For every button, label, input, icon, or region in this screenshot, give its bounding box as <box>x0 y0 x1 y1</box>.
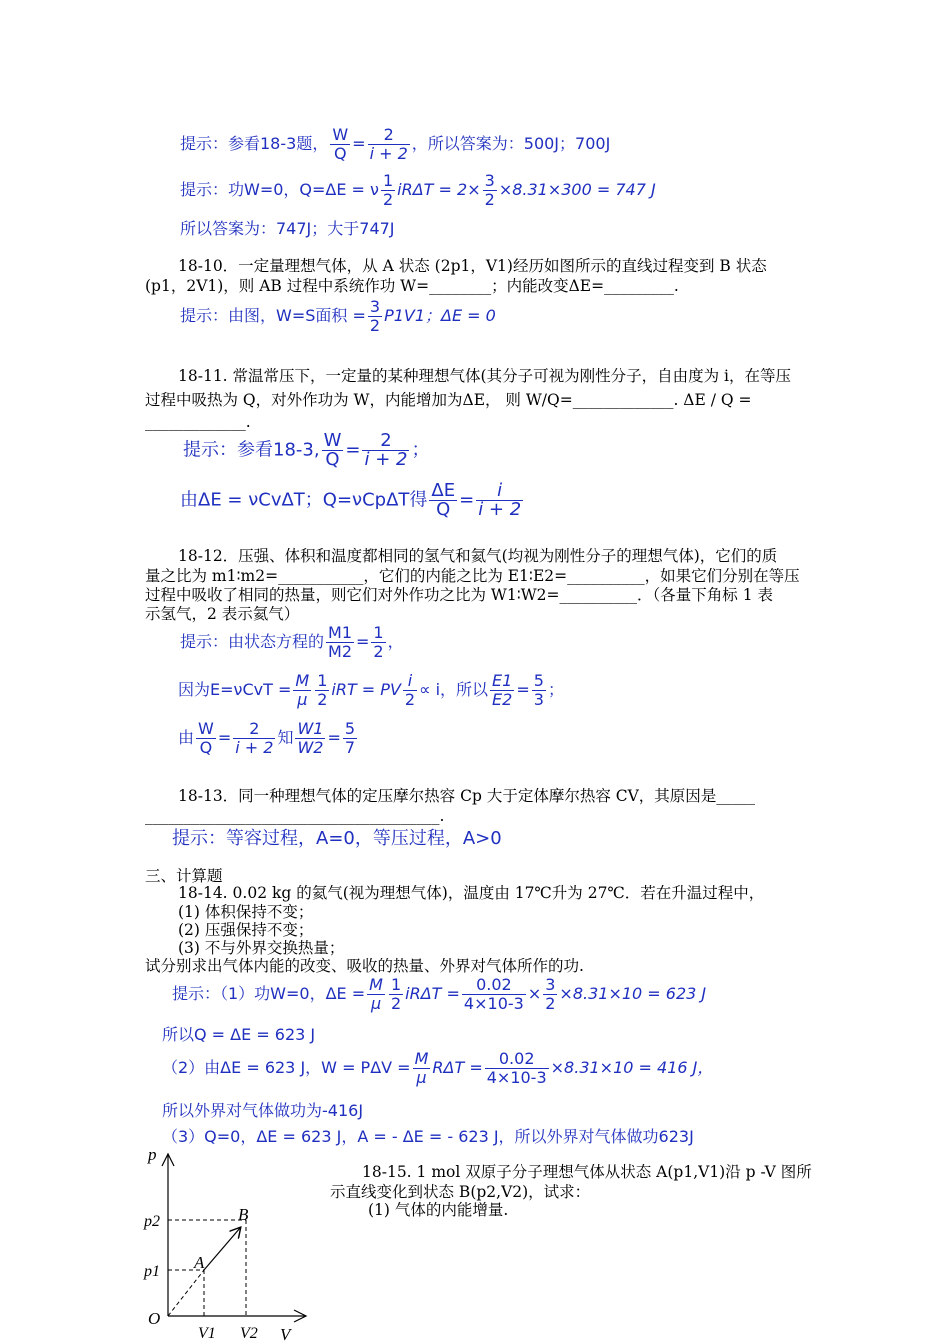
point-a-label: A <box>194 1253 205 1272</box>
hint-18-14-a <box>172 976 706 1013</box>
extension-line <box>168 1270 204 1316</box>
fraction <box>315 672 329 709</box>
problem-18-11-line1: 18-11. 常温常压下，一定量的某种理想气体(其分子可视为刚性分子，自由度为 i，在等压 <box>178 367 791 385</box>
equals: = <box>345 439 361 461</box>
problem-18-11-line2: 过程中吸热为 Q，对外作功为 W，内能增加为ΔE， 则 W/Q=_____________. ΔE / Q = <box>145 391 752 409</box>
pv-diagram <box>130 1140 330 1344</box>
hint-18-14-b: 所以Q = ΔE = 623 J <box>162 1025 316 1044</box>
fraction <box>196 720 216 757</box>
numerator: 0.02 <box>485 1050 549 1069</box>
equals: = <box>356 632 370 651</box>
hint-text: 提示：参看18-3, <box>183 439 320 461</box>
hint-18-9-b <box>180 172 656 209</box>
numerator: 5 <box>533 671 544 690</box>
numerator: M <box>295 671 310 690</box>
hint-text: ； <box>411 439 430 461</box>
fraction <box>381 172 395 209</box>
fraction <box>462 976 526 1013</box>
problem-18-15-item1: (1) 气体的内能增量. <box>368 1201 509 1219</box>
hint-text: 提示：由状态方程的 <box>180 632 325 651</box>
hint-18-10 <box>180 298 496 335</box>
hint-18-13: 提示：等容过程，A=0，等压过程，A>0 <box>172 828 502 849</box>
fraction <box>490 672 514 709</box>
hint-text: ∝ i，所以 <box>419 680 489 699</box>
hint-text: iRΔT = <box>405 984 460 1003</box>
hint-text: 由ΔE = νCvΔT；Q=νCpΔT得 <box>180 489 428 511</box>
hint-text: 提示：参看18-3题， <box>180 134 329 153</box>
p-axis-label: p <box>148 1145 157 1164</box>
denominator: 2 <box>404 690 416 709</box>
hint-text: ×8.31×10 = 623 J <box>559 984 707 1003</box>
hint-text: ×8.31×300 = 747 J <box>498 180 656 199</box>
fraction <box>413 1050 431 1087</box>
denominator: 2 <box>390 994 402 1013</box>
fraction <box>429 482 457 519</box>
denominator: i + 2 <box>235 738 274 757</box>
denominator: E2 <box>492 690 513 709</box>
point-b-label: B <box>238 1205 249 1224</box>
fraction <box>485 1050 549 1087</box>
numerator: M <box>369 975 383 994</box>
denominator: Q <box>199 738 213 757</box>
denominator: 4×10-3 <box>463 994 524 1013</box>
equals: = <box>327 728 341 747</box>
denominator: 2 <box>382 190 394 209</box>
fraction <box>483 172 497 209</box>
equals: = <box>352 134 366 153</box>
fraction <box>233 720 275 757</box>
denominator: Q <box>333 144 347 163</box>
denominator: μ <box>297 690 308 709</box>
numerator: 2 <box>362 432 409 451</box>
equals: = <box>217 728 232 747</box>
hint-text: iRT = PV <box>331 680 401 699</box>
numerator: 5 <box>344 719 356 738</box>
fraction <box>326 624 354 661</box>
problem-18-15-line2: 示直线变化到状态 B(p2,V2)，试求： <box>330 1183 591 1201</box>
fraction <box>476 482 523 519</box>
problem-18-13-line2: ______________________________________. <box>145 807 445 825</box>
denominator: 2 <box>545 994 556 1013</box>
denominator: Q <box>436 499 451 520</box>
problem-18-14-item3: (3) 不与外界交换热量； <box>178 939 345 957</box>
numerator: W <box>198 719 214 738</box>
numerator: 1 <box>373 623 384 642</box>
p2-label: p2 <box>144 1213 160 1230</box>
problem-18-12-line3: 过程中吸收了相同的热量，则它们对外作功之比为 W1∶W2=__________．（各量下角标 1 表 <box>145 586 774 604</box>
denominator: 7 <box>344 738 356 757</box>
hint-text: 提示：功W=0，Q=ΔE = ν <box>180 180 379 199</box>
fraction-w-q <box>330 126 350 163</box>
numerator: 3 <box>484 171 495 190</box>
denominator: 3 <box>533 690 544 709</box>
problem-18-12-line4: 示氢气，2 表示氦气） <box>145 605 300 623</box>
hint-18-14-c <box>162 1050 713 1087</box>
numerator: 1 <box>390 975 402 994</box>
fraction <box>322 432 344 469</box>
numerator: 2 <box>368 126 410 145</box>
denominator: μ <box>416 1068 427 1087</box>
problem-18-14-line1: 18-14. 0.02 kg 的氦气(视为理想气体)，温度由 17℃升为 27℃．若在升温过程中， <box>178 884 765 902</box>
hint-18-12-b <box>178 672 564 709</box>
denominator: 2 <box>373 642 384 661</box>
hint-text: 知 <box>277 728 294 747</box>
hint-18-11-a <box>183 432 429 469</box>
hint-text: P1V1；ΔE = 0 <box>384 306 496 325</box>
fraction <box>343 720 357 757</box>
fraction <box>532 672 546 709</box>
denominator: i + 2 <box>364 449 408 470</box>
process-line-ab <box>204 1228 240 1270</box>
denominator: μ <box>370 994 382 1013</box>
numerator: 1 <box>382 171 394 190</box>
hint-18-14-e: （3）Q=0，ΔE = 623 J，A = - ΔE = - 623 J，所以外界对气体做功623J <box>162 1127 694 1146</box>
problem-18-14-line5: 试分别求出气体内能的改变、吸收的热量、外界对气体所作的功. <box>145 957 584 975</box>
p1-label: p1 <box>144 1263 160 1280</box>
section-heading-calc: 三、计算题 <box>145 867 223 885</box>
hint-text: ×8.31×10 = 416 J， <box>550 1058 714 1077</box>
fraction <box>362 432 409 469</box>
fraction <box>371 624 385 661</box>
denominator: i + 2 <box>478 499 522 520</box>
hint-18-9-c: 所以答案为：747J；大于747J <box>180 219 395 238</box>
numerator: W1 <box>297 719 324 738</box>
hint-text: 提示：由图，W=S面积 = <box>180 306 366 325</box>
fraction <box>368 298 382 335</box>
fraction <box>543 976 557 1013</box>
equals: = <box>459 489 475 511</box>
denominator: M2 <box>328 642 352 661</box>
v2-label: V2 <box>240 1325 258 1342</box>
numerator: W <box>332 125 349 144</box>
hint-text: （2）由ΔE = 623 J，W = PΔV = <box>162 1058 411 1077</box>
numerator: 3 <box>369 297 381 316</box>
denominator: 2 <box>317 690 328 709</box>
hint-text: ，所以答案为：500J；700J <box>411 134 611 153</box>
hint-18-12-c <box>178 720 359 757</box>
problem-18-11-line3: _____________. <box>145 413 251 431</box>
problem-18-15-line1: 18-15. 1 mol 双原子分子理想气体从状态 A(p1,V1)沿 p -V 图所 <box>362 1163 812 1181</box>
hint-18-12-a <box>180 624 404 661</box>
denominator: i + 2 <box>369 144 408 163</box>
numerator: 3 <box>545 975 556 994</box>
problem-18-14-item1: (1) 体积保持不变； <box>178 903 314 921</box>
numerator: ΔE <box>431 480 456 501</box>
problem-18-10-line1: 18-10．一定量理想气体，从 A 状态 (2p1，V1)经历如图所示的直线过程变到 B 状态 <box>178 257 767 275</box>
v-axis-label: V <box>280 1325 291 1344</box>
numerator: M1 <box>328 623 352 642</box>
equals: = <box>516 680 530 699</box>
problem-18-13-line1: 18-13．同一种理想气体的定压摩尔热容 Cp 大于定体摩尔热容 CV，其原因是_____ <box>178 787 756 805</box>
hint-18-11-b <box>180 482 525 519</box>
problem-18-14-item2: (2) 压强保持不变； <box>178 921 314 939</box>
fraction-2-i2 <box>368 126 410 163</box>
hint-text: RΔT = <box>432 1058 483 1077</box>
numerator: 2 <box>233 720 275 739</box>
hint-18-9-a <box>180 126 610 163</box>
problem-18-10-line2: (p1，2V1)，则 AB 过程中系统作功 W=________；内能改变ΔE=_________. <box>145 277 679 295</box>
hint-text: 因为E=νCvT = <box>178 680 292 699</box>
hint-18-14-d: 所以外界对气体做功为-416J <box>162 1101 364 1120</box>
hint-text: ； <box>547 680 564 699</box>
hint-text: × <box>527 984 542 1003</box>
numerator: 1 <box>317 671 328 690</box>
numerator: i <box>403 672 417 691</box>
fraction <box>389 976 403 1013</box>
origin-label: O <box>148 1309 161 1328</box>
numerator: M <box>414 1049 429 1068</box>
fraction <box>293 672 311 709</box>
numerator: 0.02 <box>462 976 526 995</box>
v1-label: V1 <box>198 1325 216 1342</box>
problem-18-12-line2: 量之比为 m1∶m2=___________，它们的内能之比为 E1∶E2=__________，如果它们分别在等压 <box>145 567 800 585</box>
fraction <box>403 672 417 709</box>
problem-18-12-line1: 18-12．压强、体积和温度都相同的氢气和氦气(均视为刚性分子的理想气体)，它们的质 <box>178 547 778 565</box>
numerator: W <box>323 430 342 451</box>
hint-text: 提示：（1）功W=0，ΔE = <box>172 984 366 1003</box>
fraction <box>295 720 325 757</box>
numerator: i <box>476 482 523 501</box>
numerator: E1 <box>492 671 513 690</box>
denominator: 2 <box>369 316 381 335</box>
denominator: W2 <box>297 738 324 757</box>
denominator: 2 <box>484 190 495 209</box>
hint-text: ， <box>387 632 404 651</box>
hint-text: 由 <box>178 728 195 747</box>
denominator: Q <box>325 449 340 470</box>
denominator: 4×10-3 <box>486 1068 547 1087</box>
fraction <box>367 976 385 1013</box>
hint-text: iRΔT = 2× <box>397 180 481 199</box>
